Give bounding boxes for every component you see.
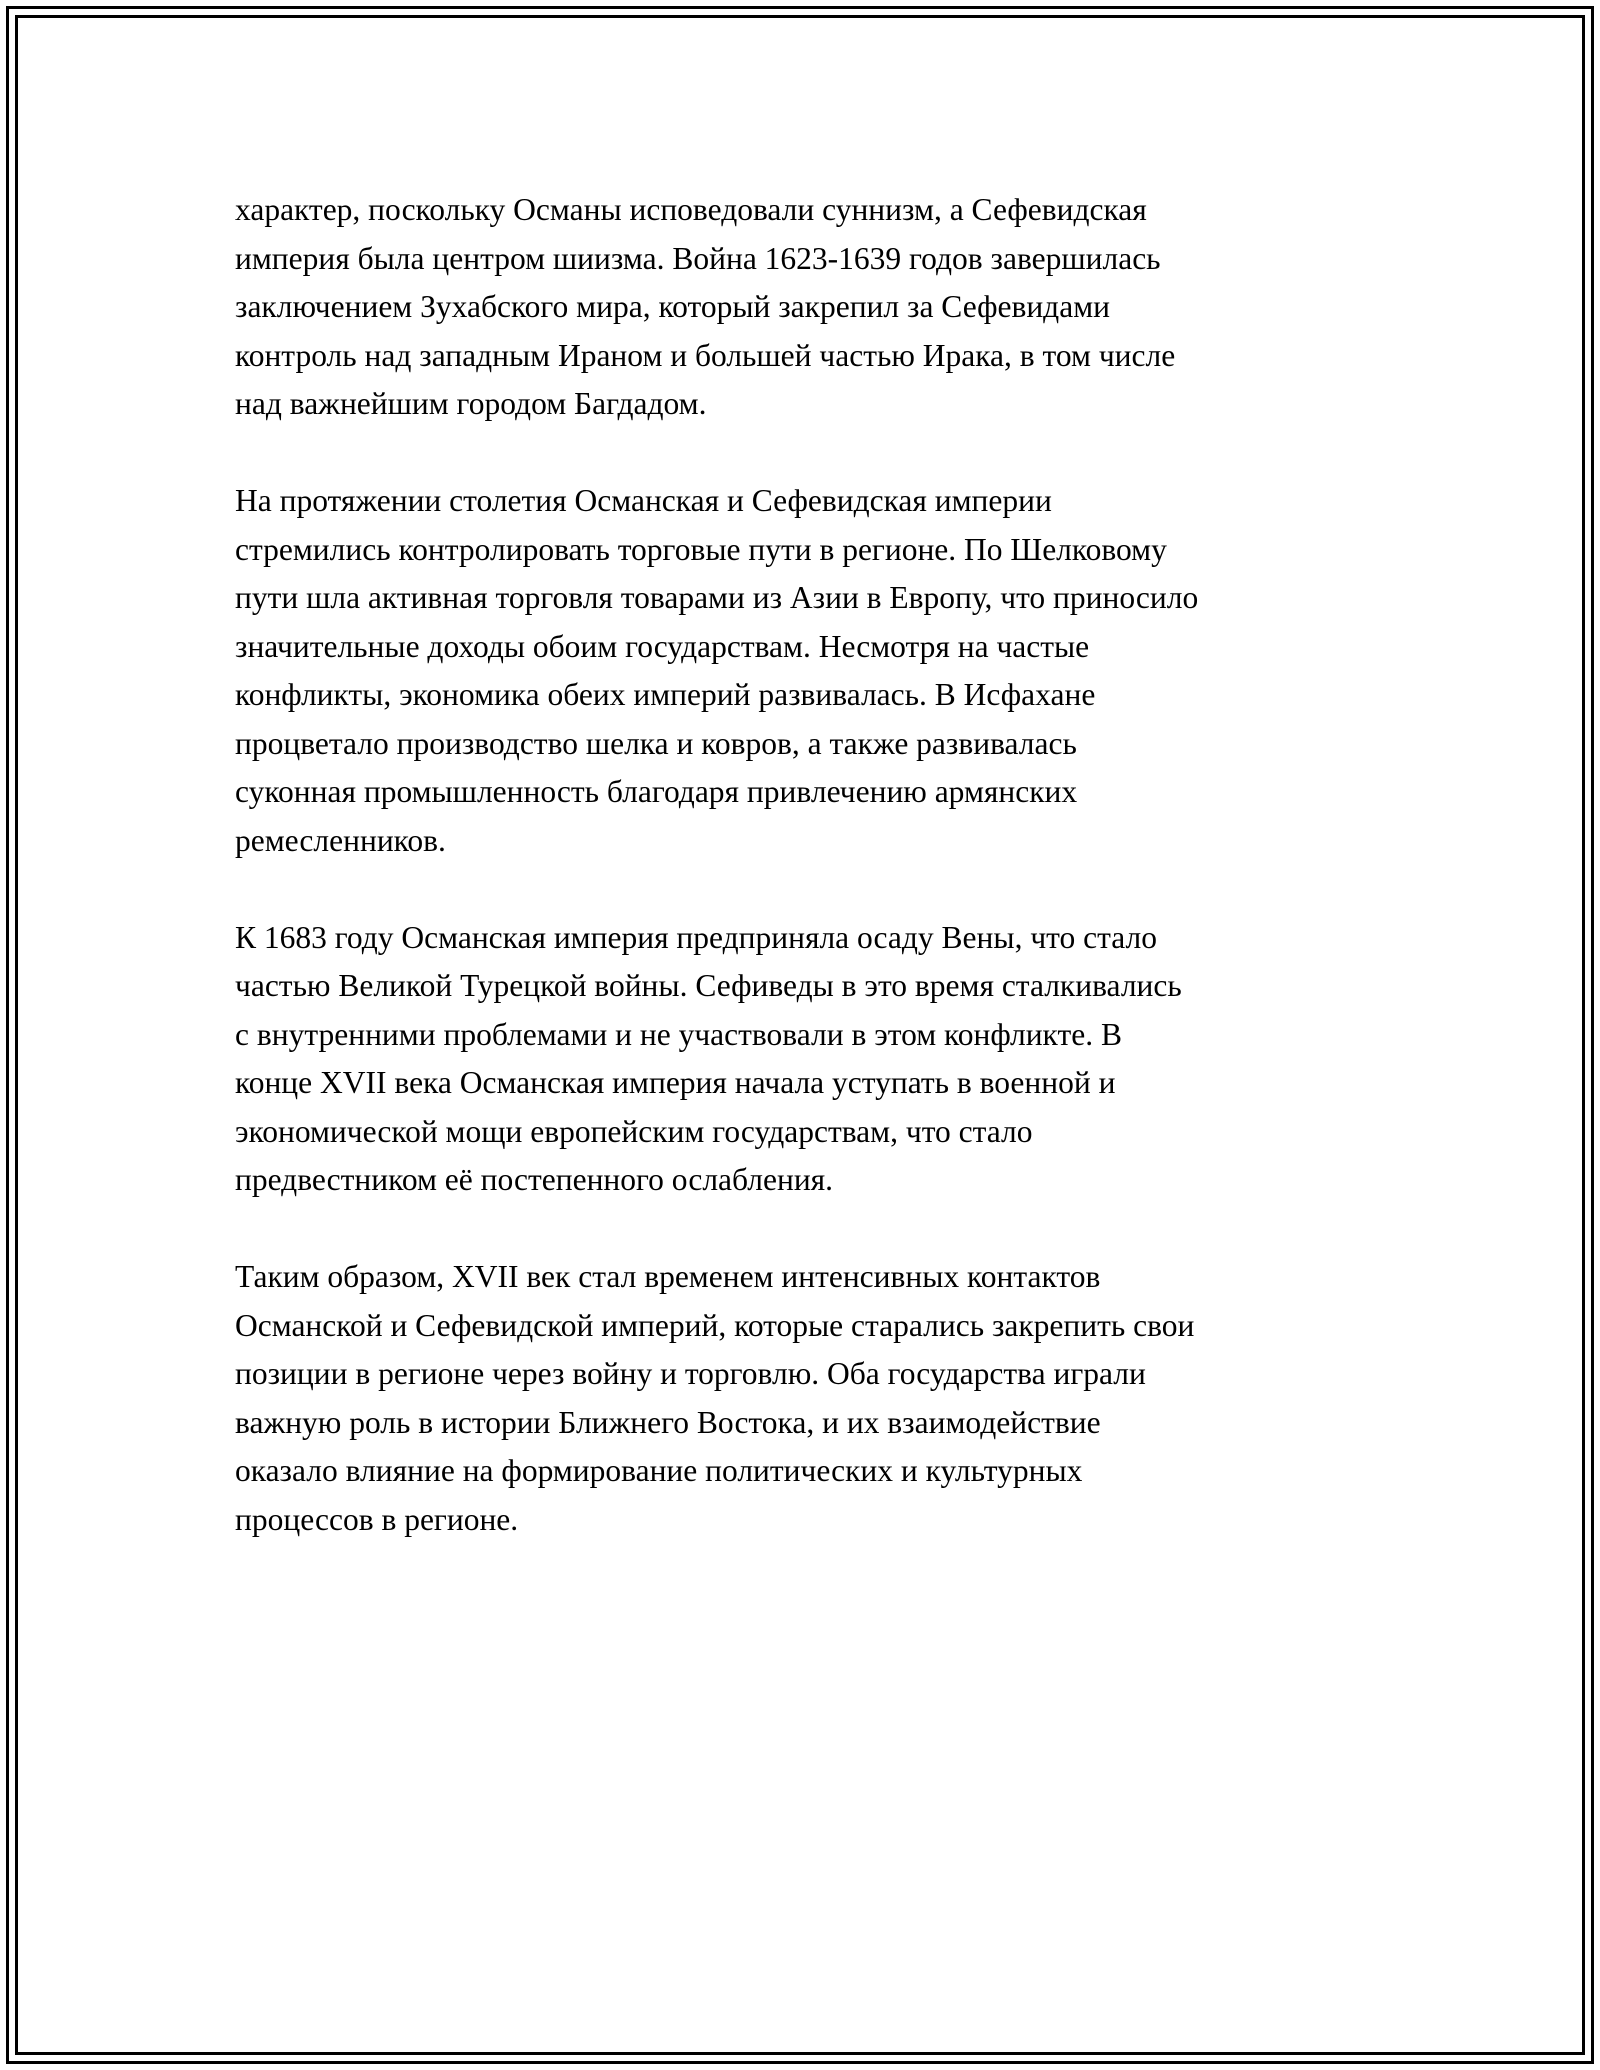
text-line: контроль над западным Ираном и большей частью Ирака, в том числе (235, 337, 1176, 373)
paragraph-1 (235, 186, 1375, 429)
text-line: позиции в регионе через войну и торговлю. Оба государства играли (235, 1356, 1146, 1391)
text-line: частью Великой Турецкой войны. Сефиведы в это время сталкивались (235, 968, 1182, 1003)
text-line: значительные доходы обоим государствам. Несмотря на частые (235, 628, 1090, 664)
text-line: заключением Зухабского мира, который закрепил за Сефевидами (235, 289, 1110, 324)
text-line: Османской и Сефевидской империй, которые старались закрепить свои (235, 1307, 1195, 1343)
text-line: с внутренними проблемами и не участвовали в этом конфликте. В (235, 1016, 1122, 1052)
paragraph-2 (235, 477, 1375, 865)
text-line: оказало влияние на формирование политических и культурных (235, 1453, 1083, 1488)
text-line: предвестником её постепенного ослабления. (235, 1162, 834, 1197)
text-line: Таким образом, XVII век стал временем интенсивных контактов (235, 1259, 1101, 1294)
document-body (235, 186, 1375, 1593)
text-line: экономической мощи европейским государствам, что стало (235, 1113, 1033, 1149)
text-line: процессов в регионе. (235, 1501, 519, 1537)
text-line: процветало производство шелка и ковров, а также развивалась (235, 725, 1077, 761)
text-line: К 1683 году Османская империя предприняла осаду Вены, что стало (235, 919, 1157, 955)
text-line: конфликты, экономика обеих империй развивалась. В Исфахане (235, 677, 1096, 712)
text-line: важную роль в истории Ближнего Востока, и их взаимодействие (235, 1404, 1101, 1440)
text-line: характер, поскольку Османы исповедовали суннизм, а Сефевидская (235, 192, 1147, 227)
text-line: На протяжении столетия Османская и Сефевидская империи (235, 483, 1052, 518)
text-line: суконная промышленность благодаря привлечению армянских (235, 774, 1078, 809)
text-line: империя была центром шиизма. Война 1623-1639 годов завершилась (235, 240, 1161, 276)
text-line: ремесленников. (235, 822, 446, 858)
text-line: стремились контролировать торговые пути в регионе. По Шелковому (235, 531, 1167, 567)
paragraph-4 (235, 1253, 1375, 1544)
text-line: конце XVII века Османская империя начала уступать в военной и (235, 1065, 1116, 1100)
text-line: над важнейшим городом Багдадом. (235, 386, 707, 421)
paragraph-3 (235, 914, 1375, 1205)
text-line: пути шла активная торговля товарами из Азии в Европу, что приносило (235, 580, 1199, 615)
